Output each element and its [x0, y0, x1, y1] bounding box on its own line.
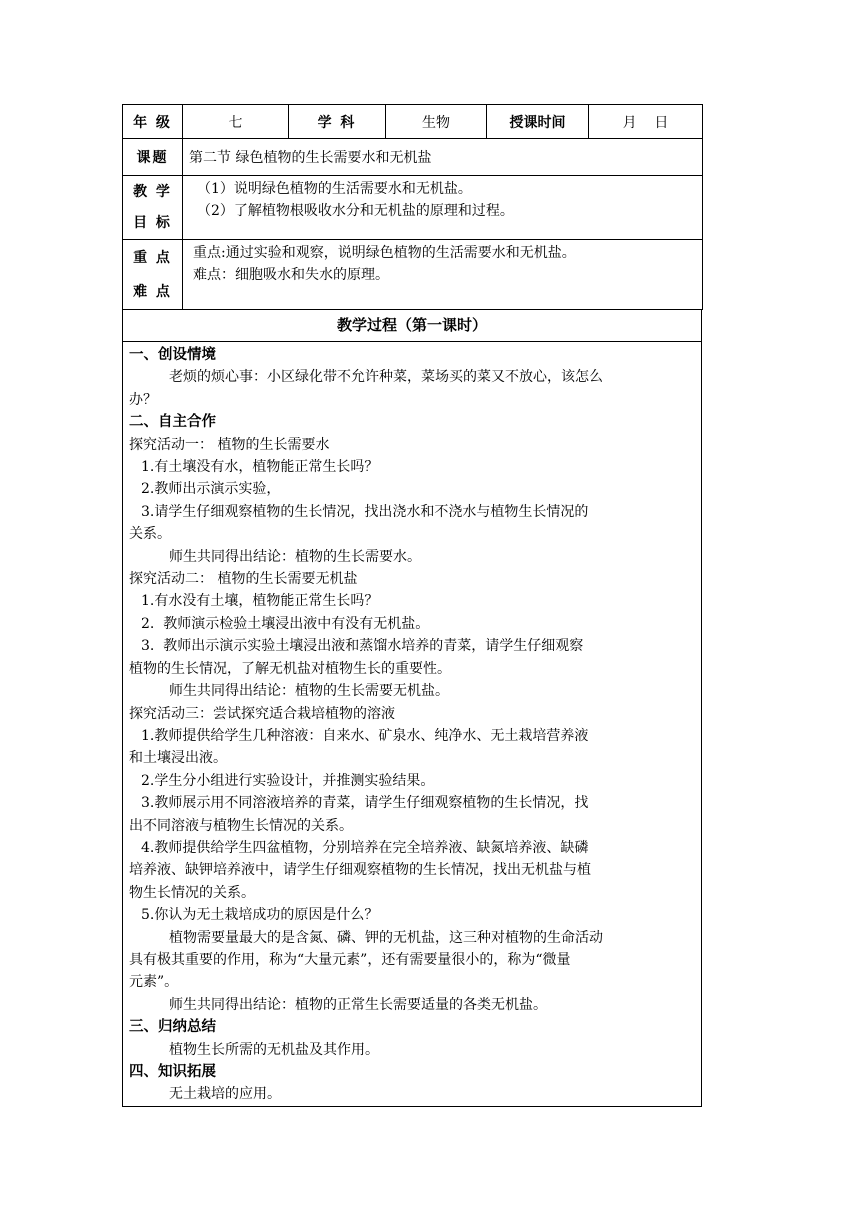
- key-label-line-2: 难 点: [133, 283, 172, 300]
- goal-label-line-1: 教 学: [133, 183, 172, 200]
- subject-label: 学 科: [289, 105, 386, 139]
- process-line: 探究活动二： 植物的生长需要无机盐: [129, 571, 358, 588]
- process-line: 培养液、缺钾培养液中，请学生仔细观察植物的生长情况，找出无机盐与植: [129, 862, 591, 879]
- goal-content: [183, 176, 703, 240]
- process-line: 1.有水没有土壤，植物能正常生长吗？: [141, 593, 379, 610]
- lesson-plan: [122, 104, 702, 1107]
- process-line: 2.教师出示演示实验，: [141, 481, 281, 498]
- time-value: 月 日: [589, 105, 703, 139]
- process-line: 具有极其重要的作用，称为“大量元素”，还有需要量很小的，称为“微量: [129, 951, 571, 968]
- section-heading: 二、自主合作: [129, 414, 216, 431]
- process-line: 4.教师提供给学生四盆植物，分别培养在完全培养液、缺氮培养液、缺磷: [141, 839, 589, 856]
- key-content: [183, 240, 703, 310]
- process-line: 2. 教师演示检验土壤浸出液中有没有无机盐。: [141, 615, 430, 632]
- process-line: 植物生长所需的无机盐及其作用。: [169, 1041, 379, 1058]
- process-line: 探究活动三：尝试探究适合栽培植物的溶液: [129, 705, 395, 722]
- process-line: 无土栽培的应用。: [169, 1086, 281, 1103]
- process-line: 植物的生长情况，了解无机盐对植物生长的重要性。: [129, 660, 451, 677]
- process-line: 师生共同得出结论：植物的正常生长需要适量的各类无机盐。: [169, 996, 547, 1013]
- process-line: 5.你认为无土栽培成功的原因是什么？: [141, 907, 379, 924]
- section-heading: 四、知识拓展: [129, 1064, 216, 1080]
- process-title: 教学过程（第一课时）: [123, 310, 701, 342]
- process-line: 1.有土壤没有水，植物能正常生长吗？: [141, 459, 379, 476]
- grade-value: 七: [183, 105, 289, 139]
- key-point: 重点:通过实验和观察，说明绿色植物的生活需要水和无机盐。: [193, 245, 576, 261]
- key-label: [123, 240, 183, 310]
- goal-item-1: （1）说明绿色植物的生活需要水和无机盐。: [197, 181, 472, 197]
- process-line: 3. 教师出示演示实验土壤浸出液和蒸馏水培养的青菜，请学生仔细观察: [141, 638, 584, 655]
- process-line: 元素”。: [129, 974, 179, 991]
- process-line: 和土壤浸出液。: [129, 750, 227, 767]
- goal-item-2: （2）了解植物根吸收水分和无机盐的原理和过程。: [197, 203, 514, 219]
- process-line: 探究活动一： 植物的生长需要水: [129, 436, 330, 453]
- grade-label: 年 级: [123, 105, 183, 139]
- lesson-header-table: [122, 104, 703, 310]
- time-label: 授课时间: [487, 105, 589, 139]
- section-heading: 一、创设情境: [129, 347, 216, 363]
- process-line: 1.教师提供给学生几种溶液：自来水、矿泉水、纯净水、无土栽培营养液: [141, 727, 589, 744]
- process-line: 老烦的烦心事：小区绿化带不允许种菜，菜场买的菜又不放心，该怎么: [169, 369, 603, 386]
- process-line: 3.请学生仔细观察植物的生长情况，找出浇水和不浇水与植物生长情况的: [141, 503, 589, 520]
- goal-label-line-2: 目 标: [133, 214, 172, 231]
- difficult-point: 难点：细胞吸水和失水的原理。: [193, 267, 389, 283]
- process-line: 师生共同得出结论：植物的生长需要水。: [169, 548, 421, 565]
- process-line: 出不同溶液与植物生长情况的关系。: [129, 817, 353, 834]
- topic-label: 课题: [123, 139, 183, 176]
- process-line: 师生共同得出结论：植物的生长需要无机盐。: [169, 683, 449, 700]
- section-heading: 三、归纳总结: [129, 1019, 216, 1036]
- key-label-line-1: 重 点: [133, 249, 172, 266]
- process-line: 植物需要量最大的是含氮、磷、钾的无机盐，这三种对植物的生命活动: [169, 929, 603, 946]
- process-line: 办？: [129, 391, 157, 408]
- topic-value: 第二节 绿色植物的生长需要水和无机盐: [183, 139, 703, 176]
- subject-value: 生物: [386, 105, 487, 139]
- process-line: 2.学生分小组进行实验设计，并推测实验结果。: [141, 772, 435, 789]
- process-line: 3.教师展示用不同溶液培养的青菜，请学生仔细观察植物的生长情况，找: [141, 795, 589, 812]
- goal-label: [123, 176, 183, 240]
- process-line: 物生长情况的关系。: [129, 884, 255, 901]
- teaching-process: [122, 310, 702, 1107]
- process-line: 关系。: [129, 526, 171, 543]
